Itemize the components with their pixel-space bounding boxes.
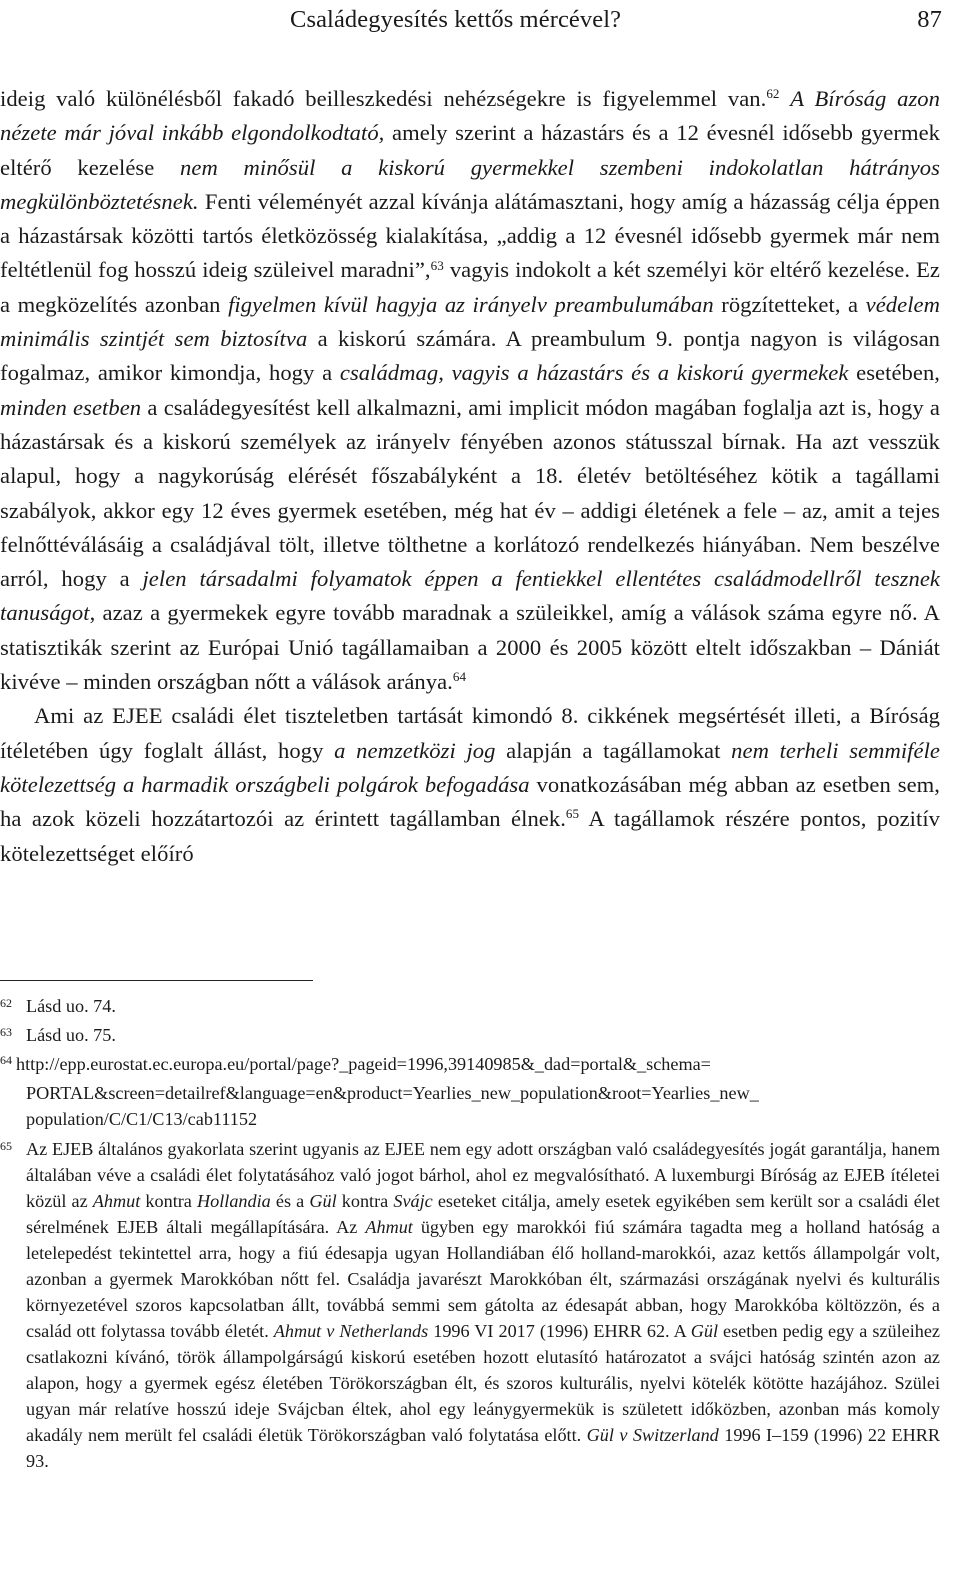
footnote-number: 62: [0, 996, 12, 1010]
text-run: és a: [270, 1190, 310, 1211]
footnote-number: 63: [0, 1025, 12, 1039]
footnote-number: 65: [0, 1138, 12, 1153]
italic-run: Gül: [309, 1190, 337, 1211]
text-run: alapján a tagállamokat: [495, 737, 732, 763]
footnote-reference: 64: [452, 669, 467, 685]
italic-run: Ahmut: [92, 1190, 141, 1211]
running-header: [0, 6, 942, 40]
text-run: a kiskorú számára. A preambulum 9. pontja nagyon is világosan fogalmaz, amikor kimondja, hogy a: [0, 326, 940, 386]
text-run: a családegyesítést kell alkalmazni, ami implicit módon magában foglalja azt is, hogy a házastársak és a kiskorú személyek az irányelv fényében azonos státusszal bírnak. Ha azt vesszük alapul, hogy a nagykorúság elérését főszabályként a 18. életév betöltéséhez kötik a tagállami szabályok, akkor egy 12 éves gyermek esetében, még hat év – addigi életének a fele – az, amit a tejes felnőttéválásáig a családjával tölt, illetve tölthetne a korlátozó rendelkezés hiányában. Nem beszélve arról, hogy a: [0, 394, 940, 592]
footnote-reference: 62: [766, 86, 780, 102]
text-run: vagyis indokolt a két személyi kör eltérő kezelése. Ez a megközelítés azonban: [0, 257, 940, 317]
italic-run: figyelmen kívül hagyja az irányelv preambulumában: [228, 291, 714, 317]
text-run: vonatkozásában még abban az esetben sem, ha azok közeli hozzátartozói az érintett tagállamban élnek.: [0, 771, 940, 832]
italic-run: Ahmut v Netherlands: [273, 1320, 429, 1341]
italic-run: a nemzetközi jog: [334, 737, 496, 763]
text-run: Fenti véleményét azzal kívánja alátámasztani, hogy amíg a házasság célja éppen a házastársak közötti tartós életközösség kialakítása, „addig a 12 évesnél idősebb gyermek már nem feltétlenül fog hosszú ideig szüleivel maradni”,: [0, 188, 940, 283]
italic-run: Ahmut: [365, 1216, 413, 1237]
body-paragraph: [0, 82, 940, 699]
italic-run: védelem minimális szintjét sem biztosítva: [0, 291, 940, 352]
footnote-reference: 63: [430, 257, 444, 273]
footnote-62: [0, 993, 940, 1019]
body-paragraph: [0, 699, 940, 870]
running-title: Családegyesítés kettős mércével?: [290, 6, 622, 33]
italic-run: Svájc: [393, 1190, 433, 1211]
text-run: Ami az EJEE családi élet tiszteletben tartását kimondó 8. cikkének megsértését illeti, a Bíróság ítéletében úgy foglalt állást, hogy: [0, 703, 940, 763]
footnote-reference: 65: [565, 806, 580, 822]
footnote-url-line-1[interactable]: http://epp.eurostat.ec.europa.eu/portal/page?_pageid=1996,39140985&_dad=portal&_schema=: [16, 1054, 711, 1074]
footnote-65: [0, 1136, 940, 1474]
footnote-64: [0, 1051, 940, 1133]
italic-run: családmag, vagyis a házastárs és a kiskorú gyermekek: [339, 360, 849, 386]
footnote-url-line-3[interactable]: population/C/C1/C13/cab11152: [26, 1109, 258, 1129]
text-run: ideig való különélésből fakadó beilleszkedési nehézségekre is figyelemmel van.: [0, 86, 767, 111]
footnote-url-line-2[interactable]: PORTAL&screen=detailref&language=en&product=Yearlies_new_population&root=Yearlies_new_: [26, 1082, 759, 1103]
text-run: ügyben egy marokkói fiú számára tagadta meg a holland hatóság a letelepedést tekintettel arra, hogy a fiú édesapja ugyan Hollandiában élő holland-marokkói, azaz kettős állampolgár volt, azonban a gyermek Marokkóban nőtt fel. Családja javarészt Marokkóban élt, származási országának nyelvi és kulturális környezetével szoros kapcsolatban állt, továbbá semmi sem gátolta az édesapát abban, hogy Marokkóba költözzön, és a család ott folytassa tovább életét.: [26, 1216, 940, 1341]
text-run: A tagállamok részére pontos, pozitív kötelezettséget előíró: [0, 806, 940, 866]
footnote-number: 64: [0, 1053, 12, 1067]
italic-run: nem terheli semmiféle kötelezettség a harmadik országbeli polgárok befogadása: [0, 737, 940, 797]
italic-run: Hollandia: [197, 1190, 271, 1211]
footnotes: [0, 993, 940, 1477]
footnote-text: Lásd uo. 75.: [26, 1025, 116, 1045]
italic-run: Gül: [690, 1320, 719, 1341]
italic-run: jelen társadalmi folyamatok éppen a fentiekkel ellentétes családmodellről tesznek tanuságot: [0, 566, 940, 626]
text-run: [780, 86, 791, 111]
italic-run: A Bíróság azon nézete már jóval inkább elgondolkodtató,: [0, 86, 940, 146]
italic-run: minden esetben: [0, 394, 142, 420]
body-text: [0, 82, 940, 871]
text-run: esetben pedig egy a szüleihez csatlakozni kívánó, török állampolgárságú kiskorú esetében hozott elutasító határozatot a svájci hatóság szintén azon az alapon, hogy a gyermek egész életében Törökországban élt, és szoros kulturális, nyelvi kötelék kötötte hazájához. Szülei ugyan már relatíve hosszú ideje Svájcban éltek, ahol egy leánygyermekük is született időközben, azonban más komoly akadály nem merült fel családi életük Törökországban való folytatása előtt.: [26, 1320, 940, 1445]
footnote-separator: [0, 980, 313, 981]
italic-run: nem minősül a kiskorú gyermekkel szembeni indokolatlan hátrányos megkülönböztetésnek.: [0, 154, 940, 214]
text-run: , azaz a gyermekek egyre tovább maradnak a szüleikkel, amíg a válások száma egyre nő. A statisztikák szerint az Európai Unió tagállamaiban a 2000 és 2005 között eltelt időszakban – Dániát kivéve – minden országban nőtt a válások aránya.: [0, 600, 940, 695]
text-run: eseteket citálja, amely esetek egyikében sem került sor a családi élet sérelmének EJEB általi megállapítására. Az: [26, 1190, 940, 1237]
footnote-text: [26, 1139, 940, 1471]
italic-run: Gül v Switzerland: [586, 1424, 719, 1445]
text-run: amely szerint a házastárs és a 12 évesnél idősebb gyermek eltérő kezelése: [0, 120, 940, 180]
text-run: rögzítetteket, a: [713, 291, 866, 317]
page-number: 87: [917, 6, 942, 33]
footnote-63: [0, 1022, 940, 1048]
text-run: Az EJEB általános gyakorlata szerint ugyanis az EJEE nem egy adott országban való családegyesítés jogát garantálja, hanem általában véve a családi élet folytatásához való jogot bárhol, ahol ez megvalósítható. A luxemburgi Bíróság az EJEB ítéletei közül az: [26, 1138, 940, 1211]
text-run: 1996 I–159 (1996) 22 EHRR 93.: [26, 1424, 940, 1471]
text-run: 1996 VI 2017 (1996) EHRR 62. A: [428, 1320, 691, 1341]
footnote-text: Lásd uo. 74.: [26, 996, 116, 1016]
text-run: kontra: [336, 1190, 394, 1211]
text-run: esetében,: [848, 360, 940, 386]
text-run: kontra: [140, 1190, 197, 1211]
